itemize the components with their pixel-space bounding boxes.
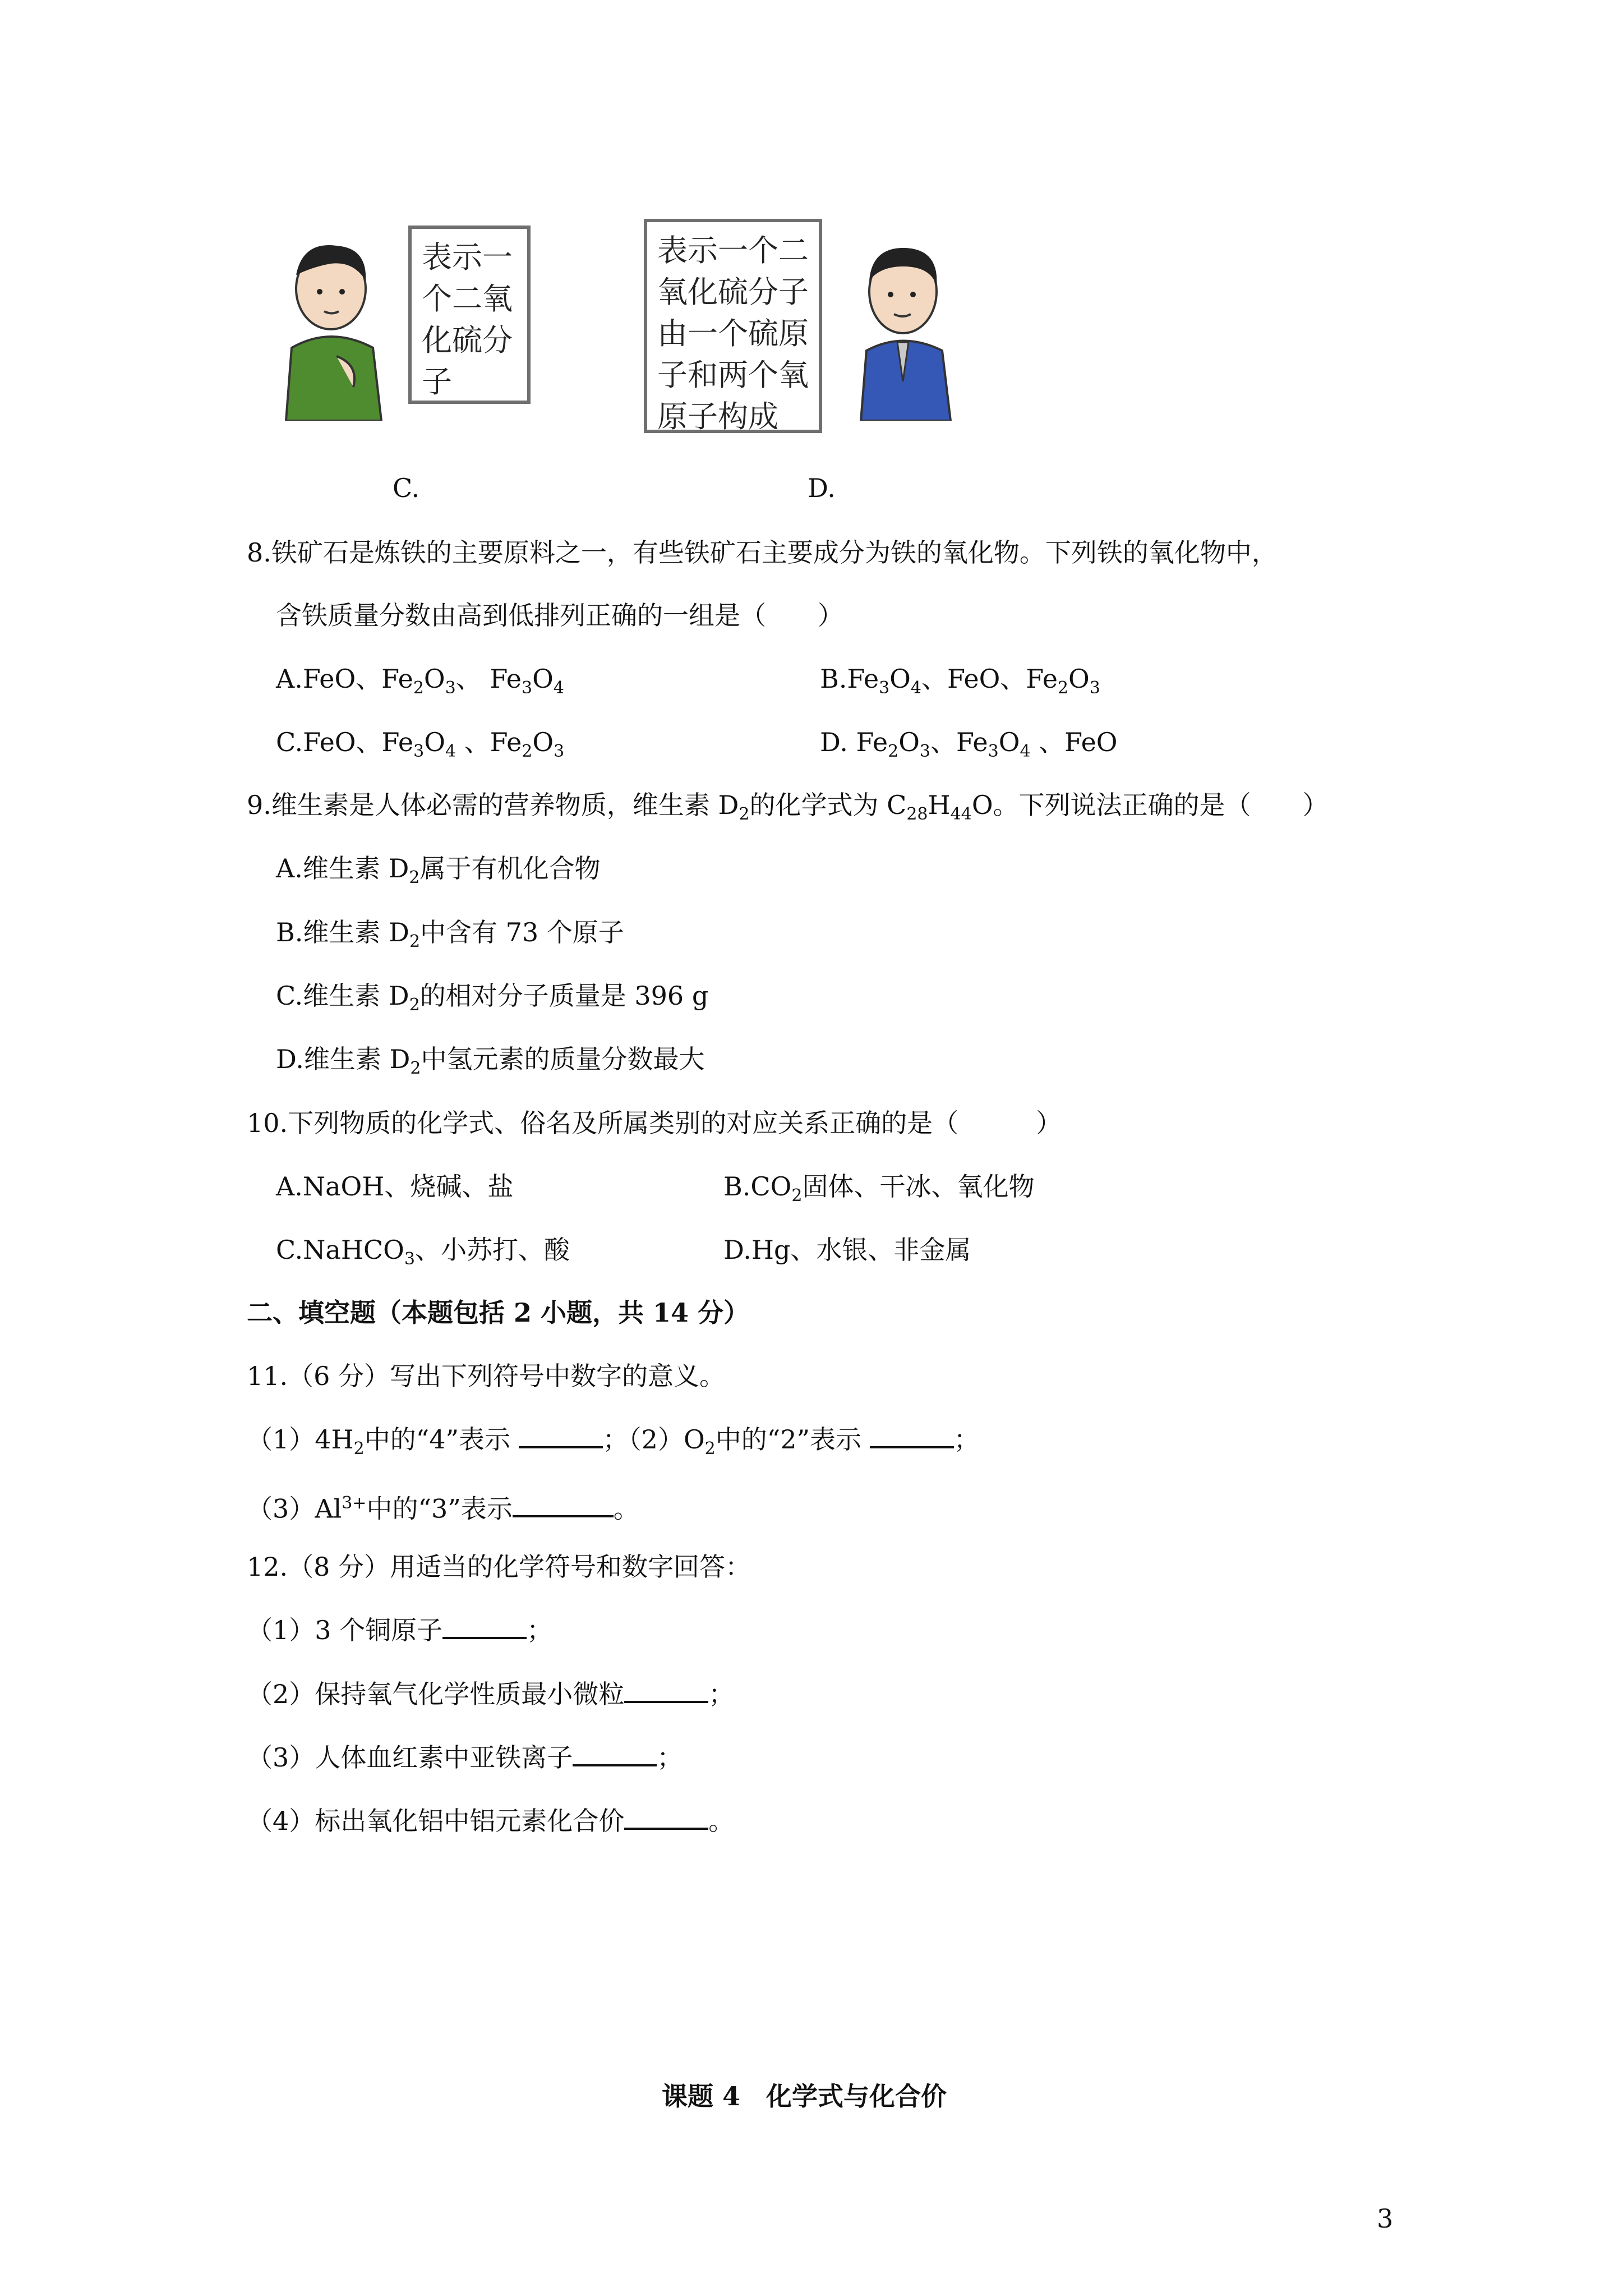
q12-stem: 12.（8 分）用适当的化学符号和数字回答： (247, 1552, 751, 1582)
answer-blank[interactable] (870, 1424, 954, 1448)
q12-text: ； (657, 1742, 683, 1773)
q9-a-post: 属于有机化合物 (419, 853, 601, 884)
q9-b-post: 中含有 73 个原子 (420, 917, 624, 947)
q10-b-post: 固体、干冰、氧化物 (802, 1171, 1035, 1202)
speech-bubble-left (408, 226, 531, 404)
answer-blank[interactable] (442, 1614, 527, 1639)
q11-text: 中的“3”表示 (366, 1493, 513, 1524)
q12-text: ； (708, 1679, 735, 1709)
subscript: 2 (409, 932, 421, 952)
q9-option-c (276, 979, 708, 1022)
q9-c-post: 的相对分子质量是 396 g (419, 981, 709, 1011)
q12-text: 。 (708, 1806, 735, 1836)
q9-option-a (276, 852, 600, 895)
section-heading: 二、填空题（本题包括 2 小题，共 14 分） (247, 1297, 750, 1328)
q11-text: 中的“4”表示 (364, 1424, 519, 1455)
q11-text: ；（2）O (602, 1424, 705, 1455)
q8-option-a: A.FeO、$Fe_2O_3$、 $Fe_3O_4$ (276, 664, 564, 698)
q11-text: （3）Al (247, 1493, 342, 1524)
answer-blank[interactable] (513, 1493, 614, 1517)
answer-blank[interactable] (624, 1678, 708, 1703)
option-label-d: D. (808, 473, 836, 503)
q9-option-d (276, 1042, 704, 1085)
q9-option-b (276, 915, 624, 959)
q9-d-post: 中氢元素的质量分数最大 (421, 1044, 705, 1074)
q10-option-b: $B.CO_2$固体、干冰、氧化物 (723, 1171, 1035, 1206)
bubble-text-line: 子和两个氧 (657, 357, 809, 393)
q9-d-pre: D.维生素 D (276, 1044, 411, 1074)
option-label-c: C. (393, 473, 420, 503)
q11-part2 (247, 1487, 639, 1525)
q8-stem-line2: 含铁质量分数由高到低排列正确的一组是（ ） (276, 600, 843, 631)
boy-figure-left (269, 236, 393, 421)
speech-bubble-right (644, 219, 822, 433)
subscript: 44 (950, 804, 972, 825)
q8-b-prefix: B.Fe (820, 664, 879, 694)
bubble-text-line: 表示一 (422, 240, 513, 275)
q12-text: （2）保持氧气化学性质最小微粒 (247, 1679, 625, 1709)
bubble-text-line: 个二氧 (422, 281, 513, 316)
q8-d-prefix: D. Fe (820, 727, 888, 757)
q9-stem-part: 9.维生素是人体必需的营养物质，维生素 D (247, 790, 739, 820)
q8-a-prefix: A.FeO、Fe (276, 664, 413, 694)
q10-c-post: 、小苏打、酸 (414, 1235, 570, 1265)
q12-item-1 (247, 1613, 552, 1647)
lesson-title: 课题 4 化学式与化合价 (662, 2081, 947, 2111)
subscript: 2 (410, 1059, 421, 1079)
bubble-text-line: 子 (422, 364, 452, 399)
q9-c-pre: C.维生素 D (276, 981, 409, 1011)
bubble-text-line: 原子构成 (657, 399, 778, 434)
bubble-text-line: 表示一个二 (657, 233, 809, 268)
bubble-text-line: 化硫分 (422, 323, 513, 358)
q9-stem-part: O。下列说法正确的是（ ） (971, 790, 1329, 820)
q9-b-pre: B.维生素 D (276, 917, 409, 947)
q11-part1: $(1)4H_2$中的“4”表示 ；$(2)O_2$中的“2”表示 ； (247, 1424, 980, 1459)
answer-blank[interactable] (519, 1424, 603, 1448)
subscript: 2 (409, 995, 420, 1015)
q12-item-2 (247, 1677, 734, 1711)
superscript: 3+ (342, 1493, 367, 1513)
q10-stem: 10.下列物质的化学式、俗名及所属类别的对应关系正确的是（ ） (247, 1108, 1062, 1138)
page-number: 3 (1377, 2203, 1394, 2234)
q12-text: （1）3 个铜原子 (247, 1615, 443, 1645)
q8-c-prefix: C.FeO、Fe (276, 727, 414, 757)
subscript: 2 (739, 804, 750, 825)
q12-text: ； (527, 1615, 553, 1645)
q9-a-pre: A.维生素 D (276, 853, 409, 884)
q11-text: ； (953, 1424, 980, 1455)
q8-option-b: $B.Fe_3O_4$、FeO、$Fe_2O_3$ (820, 664, 1100, 698)
q9-stem (247, 788, 1329, 831)
q10-b-pre: B.CO (723, 1171, 792, 1202)
q10-option-d: D.Hg、水银、非金属 (723, 1235, 971, 1265)
q11-stem: 11.（6 分）写出下列符号中数字的意义。 (247, 1361, 726, 1391)
q12-item-4 (247, 1804, 734, 1838)
bubble-text-line: 氧化硫分子 (657, 274, 809, 310)
q10-option-a: A.NaOH、烧碱、盐 (276, 1171, 514, 1202)
man-figure-right (841, 236, 970, 421)
q12-text: （4）标出氧化铝中铝元素化合价 (247, 1806, 625, 1836)
answer-blank[interactable] (573, 1742, 657, 1766)
subscript: 28 (906, 804, 928, 825)
q11-text: 。 (613, 1493, 639, 1524)
q8-stem-line1: 8.铁矿石是炼铁的主要原料之一，有些铁矿石主要成分为铁的氧化物。下列铁的氧化物中， (247, 537, 1278, 568)
bubble-text-line: 由一个硫原 (657, 316, 809, 351)
q9-stem-part: 的化学式为 C (749, 790, 907, 820)
q11-text: （1）4H (247, 1424, 354, 1455)
q10-option-c: C.NaHCO$_3$、小苏打、酸 (276, 1235, 570, 1269)
q11-text: 中的“2”表示 (715, 1424, 870, 1455)
q8-option-c: C.FeO、$Fe_3O_4$ 、$Fe_2O_3$ (276, 727, 565, 762)
subscript: 2 (409, 868, 420, 888)
answer-blank[interactable] (624, 1805, 708, 1830)
q12-text: （3）人体血红素中亚铁离子 (247, 1742, 573, 1773)
q10-c-pre: C.NaHCO (276, 1235, 404, 1265)
q9-stem-part: H (928, 790, 951, 820)
q8-option-d: D. $Fe_2O_3$、$Fe_3O_4$ 、FeO (820, 727, 1118, 762)
q12-item-3 (247, 1741, 683, 1774)
